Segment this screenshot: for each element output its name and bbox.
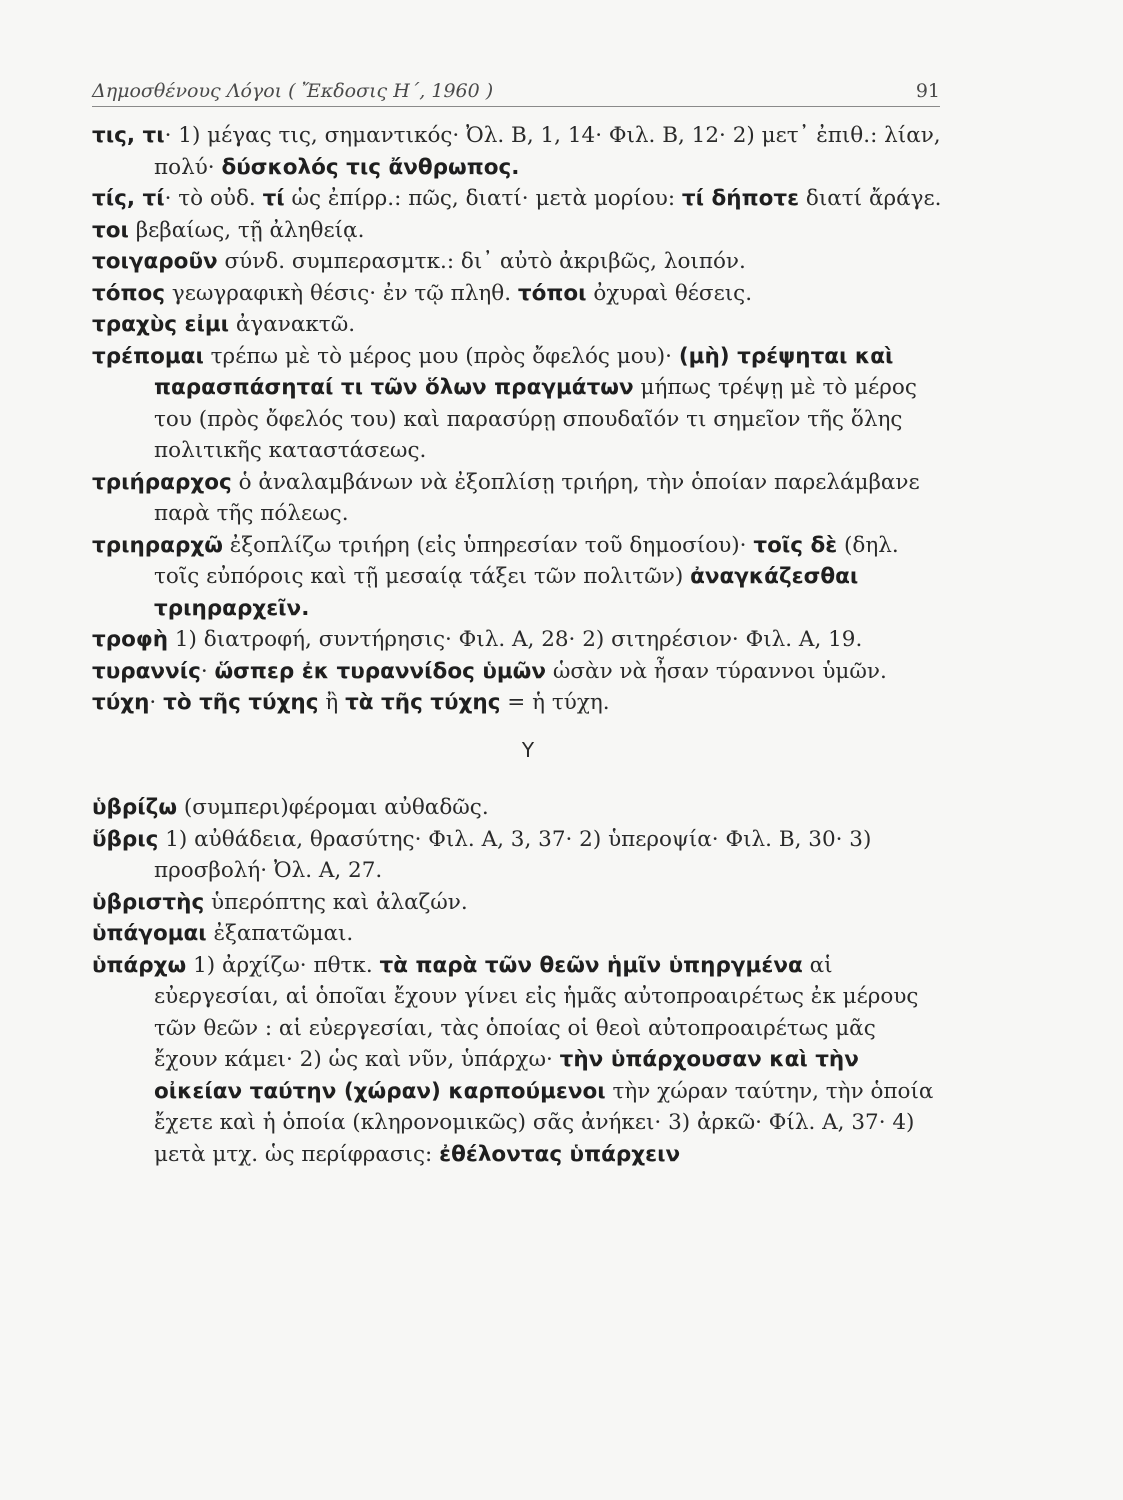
quoted-phrase: τὴν ὑπάρχουσαν καὶ τὴν οἰκείαν ταύτην (χώραν) καρπούμενοι [154,1047,859,1104]
definition-text: (δηλ. τοῖς εὐπόροις καὶ τῇ μεσαίᾳ τάξει τῶν πολιτῶν) [154,532,899,589]
page-number: 91 [915,80,940,102]
definition-text: (συμπερι)φέρομαι αὐθαδῶς. [177,795,489,820]
dictionary-entry [92,467,944,530]
definition-text: ἢ [318,690,346,715]
quoted-phrase: ὥσπερ ἐκ τυραννίδος ὑμῶν [214,658,547,684]
dictionary-entry [92,887,944,919]
definition-text: · [149,690,164,715]
headword: τραχὺς εἰμι [92,312,230,337]
headword: τις, τι [92,123,165,148]
dictionary-entry [92,309,944,341]
headword: ὑβριστὴς [92,889,205,915]
entries-section-u [92,792,944,1170]
definition-text: γεωγραφικὴ θέσις· ἐν τῷ πληθ. [165,280,518,306]
definition-text: ὑπερόπτης καὶ ἀλαζών. [204,889,468,915]
section-letter: Υ [521,737,535,762]
headword: τριήραρχος [92,469,232,495]
dictionary-entry [92,278,944,310]
definition-text: ἀγανακτῶ. [229,312,356,337]
quoted-phrase: τὰ παρὰ τῶν θεῶν ἡμῖν ὑπηργμένα [379,952,803,978]
headword: τυραννίς [92,658,201,684]
dictionary-entry [92,183,944,215]
definition-text: 1) ἀρχίζω· πθτκ. [186,952,380,978]
dictionary-entry [92,792,944,824]
dictionary-entry [92,950,944,1171]
headword: τροφὴ [92,627,169,652]
definition-text: σύνδ. συμπερασμτκ.: δι᾽ αὐτὸ ἀκριβῶς, λοιπόν. [217,249,746,274]
headword: ὑβρίζω [92,795,178,820]
headword: τοι [92,217,129,243]
dictionary-entry [92,624,944,656]
definition-text: ὡσὰν νὰ ἦσαν τύραννοι ὑμῶν. [546,658,887,684]
definition-text: ἐξοπλίζω τριήρη (εἰς ὑπηρεσίαν τοῦ δημοσίου)· [222,532,754,558]
headword: τριηραρχῶ [92,532,223,558]
header-title: Δημοσθένους Λόγοι ( Ἔκδοσις Η΄, 1960 ) [92,80,494,102]
entries-section-t [92,120,944,719]
quoted-phrase: τὰ τῆς τύχης [345,690,501,715]
dictionary-entry [92,246,944,278]
quoted-phrase: δύσκολός τις ἄνθρωπος. [221,154,520,180]
dictionary-entry [92,687,944,719]
headword: τοιγαροῦν [92,249,218,274]
definition-text: αἱ εὐεργεσίαι, αἱ ὁποῖαι ἔχουν γίνει εἰς ἡμᾶς αὐτοπροαιρέτως ἐκ μέρους τῶν θεῶν : αἱ εὐεργεσίαι, τὰς ὁποίας οἱ θεοὶ αὐτοπροαιρέτως μᾶς ἔχουν κάμει· 2) ὡς καὶ νῦν, ὑπάρχω· [154,952,919,1072]
dictionary-entries [92,120,944,1170]
quoted-phrase: τοῖς δὲ [753,532,838,558]
definition-text: ὡς ἐπίρρ.: πῶς, διατί· μετὰ μορίου: [284,186,682,211]
headword: ὑπάρχω [92,952,187,978]
definition-text: ὁ ἀναλαμβάνων νὰ ἐξοπλίσῃ τριήρη, τὴν ὁποίαν παρελάμβανε παρὰ τῆς πόλεως. [154,469,920,526]
definition-text: μήπως τρέψῃ μὲ τὸ μέρος του (πρὸς ὄφελός του) καὶ παρασύρῃ σπουδαῖόν τι σημεῖον τῆς ὅλης πολιτικῆς καταστάσεως. [154,375,917,463]
running-header [92,80,940,107]
dictionary-entry [92,824,944,887]
quoted-phrase: τί [262,186,285,211]
quoted-phrase: τί δήποτε [681,186,800,211]
headword: τρέπομαι [92,343,204,369]
quoted-phrase: ἐθέλοντας ὑπάρχειν [439,1141,681,1167]
quoted-phrase: ἀναγκάζεσθαι τριηραρχεῖν. [154,564,859,621]
dictionary-entry [92,341,944,467]
quoted-phrase: τόποι [517,280,587,306]
quoted-phrase: τὸ τῆς τύχης [163,690,319,715]
dictionary-entry [92,215,944,247]
definition-text: τὴν χώραν ταύτην, τὴν ὁποία ἔχετε καὶ ἡ ὁποία (κληρονομικῶς) σᾶς ἀνήκει· 3) ἀρκῶ· Φίλ. Α, 37· 4) μετὰ μτχ. ὡς περίφρασις: [154,1078,934,1167]
definition-text: · τὸ οὐδ. [164,186,263,211]
definition-text: βεβαίως, τῇ ἀληθείᾳ. [128,217,365,243]
dictionary-entry [92,656,944,688]
headword: ὑπάγομαι [92,921,207,946]
dictionary-entry [92,120,944,183]
dictionary-entry [92,918,944,950]
definition-text: 1) αὐθάδεια, θρασύτης· Φιλ. Α, 3, 37· 2) ὑπεροψία· Φιλ. Β, 30· 3) προσβολή· Ὀλ. Α, 27. [154,826,872,883]
headword: τόπος [92,280,166,306]
headword: τίς, τί [92,186,165,211]
definition-text: τρέπω μὲ τὸ μέρος μου (πρὸς ὄφελός μου)· [203,343,679,369]
definition-text: 1) διατροφή, συντήρησις· Φιλ. Α, 28· 2) σιτηρέσιον· Φιλ. Α, 19. [168,627,863,652]
definition-text: · 1) μέγας τις, σημαντικός· Ὀλ. Β, 1, 14· Φιλ. Β, 12· 2) μετ᾽ ἐπιθ.: λίαν, πολύ· [154,123,941,180]
definition-text: ὀχυραὶ θέσεις. [586,280,753,306]
dictionary-entry [92,530,944,625]
definition-text: διατί ἄράγε. [799,186,942,211]
definition-text: ἐξαπατῶμαι. [206,921,354,946]
headword: ὕβρις [92,826,159,852]
headword: τύχη [92,690,150,715]
definition-text: = ἡ τύχη. [500,690,610,715]
quoted-phrase: (μὴ) τρέψηται καὶ παρασπάσηταί τι τῶν ὅλων πραγμάτων [154,343,894,400]
definition-text: · [200,658,215,684]
